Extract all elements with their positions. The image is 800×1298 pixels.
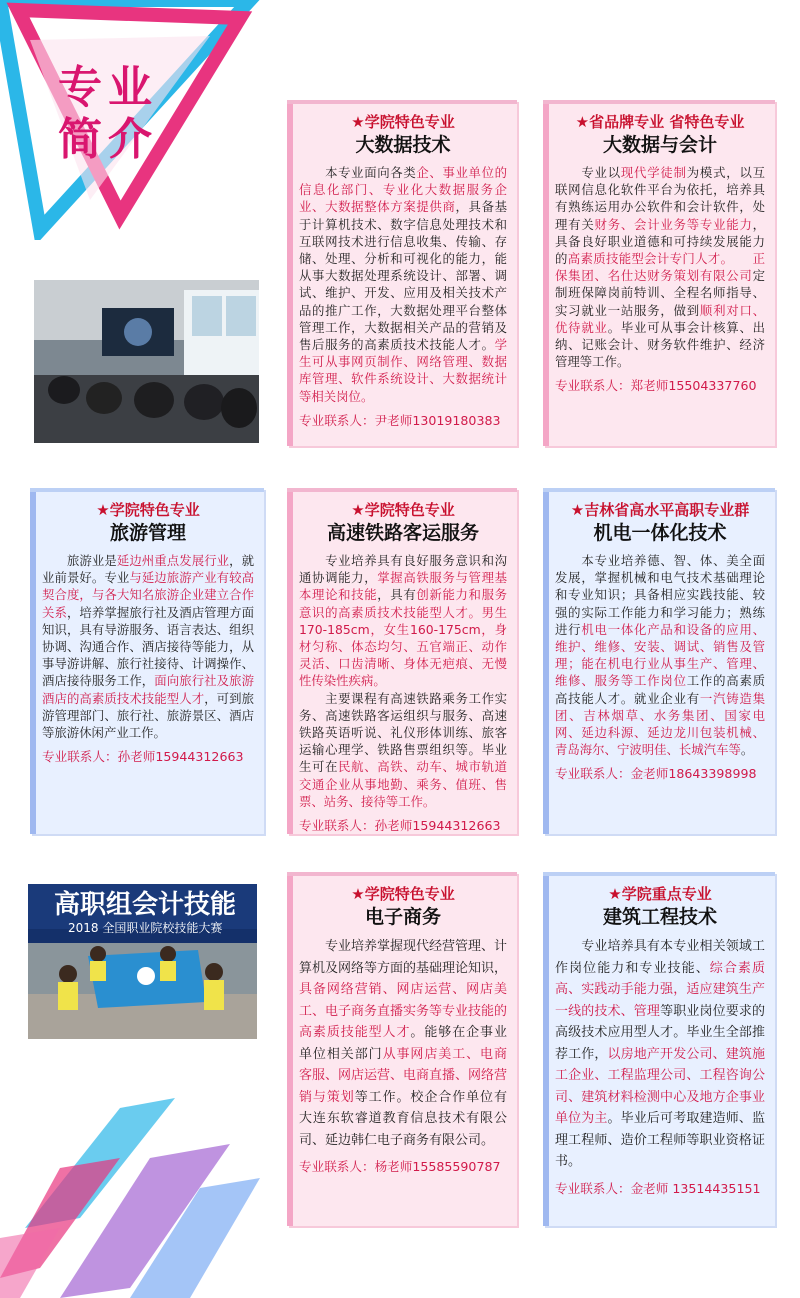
- major-card-railway: [287, 488, 517, 834]
- card-badge: ★学院特色专业: [351, 113, 455, 131]
- card-body-segment: ，具备基于计算机技术、数字信息处理技术和互联网技术进行信息收集、传输、存储、处理、分析和可视化的能力，能从事大数据处理系统设计、部署、调试、维护、开发、应用及相关技术产品的推广工作，大数据处理平台整体管理工作，大数据相关产品的营销及售后服务的高素质技术技能人才。: [299, 199, 508, 353]
- card-body-segment: 专业培养具有良好服务意识和沟通协调能力，: [299, 553, 507, 586]
- card-title: 机电一体化技术: [593, 522, 727, 544]
- card-title: 旅游管理: [109, 522, 186, 544]
- card-body-segment: 定制班保障岗前特训、全程名师指导、实习就业一站服务，做到: [555, 268, 765, 318]
- card-body-segment: 与延边旅游产业有较高契合度，与各大知名旅游企业建立合作关系: [42, 570, 255, 620]
- card-body-segment: 高素质技能型会计专门人才。: [567, 251, 728, 267]
- card-body-segment: 。: [740, 742, 754, 758]
- card-body-segment: 。毕业后可考取建造师、监理工程师、造价工程师等职业资格证书。: [555, 1111, 765, 1169]
- card-body-segment: 延边州重点发展行业: [116, 553, 230, 568]
- card-body-segment: [727, 251, 752, 266]
- card-body-segment: 创新能力和服务意识的高素质技术技能型人才。男生170-185cm，女生160-175cm，身材匀称、体态均匀、五官端正、动作灵活、口齿清晰、身体无疤痕、无慢性传染性疾病。: [299, 587, 508, 689]
- card-body-segment: 民航、高铁、动车、城市轨道交通企业从事地勤、乘务、值班、售票、站务、接待等工作。: [299, 759, 508, 809]
- card-body-segment: ，就业前景好。专业: [42, 553, 255, 586]
- card-body-segment: 主要课程有高速铁路乘务工作实务、高速铁路客运组织与服务、高速铁路英语听说、礼仪形体训练、旅客运输心理学、铁路售票组织等。毕业生可在: [299, 690, 507, 775]
- card-body-segment: 为模式，以互联网信息化软件平台为依托，培养具有熟练运用办公软件和会计软件，处理有关: [555, 165, 766, 232]
- page-title: 专业简介: [58, 62, 158, 165]
- card-badge: ★学院特色专业: [96, 501, 200, 519]
- card-body: [555, 936, 765, 1173]
- card-body-segment: ，可到旅游管理部门、旅行社、旅游景区、酒店等旅游休闲产业工作。: [42, 690, 255, 741]
- major-card-construction: [543, 872, 775, 1226]
- card-body-segment: 工作的高素质高技能人才。就业企业有: [555, 673, 766, 706]
- major-card-tourism: [30, 488, 264, 834]
- card-badge: ★学院特色专业: [351, 885, 455, 903]
- card-body-segment: 企、事业单位的信息化部门、专业化大数据服务企业、大数据整体方案提供商: [299, 165, 508, 215]
- card-body-segment: 。毕业可从事会计核算、出纳、记账会计、财务软件维护、经济管理等工作。: [555, 319, 766, 370]
- card-body-segment: 一汽铸造集团、吉林烟草、水务集团、国家电网、延边科源、延边龙川包装机械、青岛海尔、宁波明佳、长城汽车等: [555, 690, 766, 758]
- card-badge: ★吉林省高水平高职专业群: [570, 501, 750, 519]
- card-body-segment: 等职业岗位要求的高级技术应用型人才。毕业生全部推荐工作，: [555, 1003, 765, 1062]
- card-contact: 专业联系人：孙老师15944312663: [299, 818, 501, 834]
- card-title: 建筑工程技术: [602, 906, 717, 928]
- card-body: [299, 164, 507, 405]
- card-body-segment: 专业培养掌握现代经营管理、计算机及网络等方面的基础理论知识，: [299, 939, 508, 976]
- card-body-segment: ，培养掌握旅行社及酒店管理方面知识，具有导游服务、语言表达、组织协调、沟通合作、酒店接待等能力，从事导游讲解、旅行社接待、计调操作、酒店接待服务工作，: [42, 604, 255, 689]
- card-body: [299, 936, 507, 1151]
- competition-photo: [28, 884, 257, 1039]
- card-body-segment: 掌握高铁服务与管理基本理论和技能: [299, 570, 508, 603]
- card-title: 大数据与会计: [602, 134, 717, 156]
- card-body: [42, 552, 254, 741]
- card-body-segment: 现代学徒制: [620, 165, 687, 180]
- card-body-segment: ，具有: [377, 587, 417, 603]
- card-body-segment: 等工作。校企合作单位有大连东软睿道教育信息技术有限公司、延边韩仁电子商务有限公司。: [299, 1089, 507, 1148]
- card-body-segment: 综合素质高、实践动手能力强，适应建筑生产一线的技术、管理: [555, 960, 765, 1019]
- card-contact: 专业联系人：金老师18643398998: [555, 766, 757, 782]
- card-badge: ★学院重点专业: [608, 885, 712, 903]
- card-body-segment: 以房地产开发公司、建筑施工企业、工程监理公司、工程咨询公司、建筑材料检测中心及地方企事业单位为主: [555, 1046, 765, 1126]
- card-body-segment: 机电一体化产品和设备的应用、维护、维修、安装、调试、销售及管理；能在机电行业从事生产、管理、维修、服务等工作岗位: [555, 621, 766, 689]
- card-contact: 专业联系人：尹老师13019180383: [299, 412, 501, 428]
- card-title: 电子商务: [364, 906, 441, 928]
- major-card-ecommerce: [287, 872, 517, 1226]
- card-body-segment: 专业培养具有本专业相关领域工作岗位能力和专业技能、: [555, 939, 765, 976]
- card-body: [555, 164, 765, 370]
- card-body-segment: 面向旅行社及旅游酒店的高素质技术技能型人才: [42, 673, 255, 706]
- major-card-big-data: [287, 100, 517, 446]
- card-body-segment: 旅游业是: [42, 553, 117, 568]
- card-body-segment: ，具备良好职业道德和可持续发展能力的: [555, 216, 766, 267]
- card-body-segment: 财务、会计业务等专业能力: [594, 216, 753, 232]
- major-card-accounting: [543, 100, 775, 446]
- card-body-segment: 专业以: [555, 165, 621, 180]
- card-badge: ★学院特色专业: [351, 501, 455, 519]
- card-body: [299, 552, 507, 810]
- card-body-segment: 本专业培养德、智、体、美全面发展，掌握机械和电气技术基础理论和专业知识；具备相应实践技能、较强的实际工作能力和学习能力；熟练进行: [555, 553, 765, 637]
- card-body-segment: 学生可从事网页制作、网络管理、数据库管理、软件系统设计、大数据统计等相关岗位。: [299, 337, 507, 404]
- decorative-stripes-graphic: [0, 1098, 260, 1298]
- card-body-segment: 。能够在企事业单位相关部门: [299, 1025, 507, 1062]
- card-badge: ★省品牌专业 省特色专业: [575, 113, 745, 131]
- card-title: 大数据技术: [355, 134, 451, 156]
- card-contact: 专业联系人：金老师 13514435151: [555, 1180, 761, 1196]
- card-contact: 专业联系人：孙老师15944312663: [42, 749, 244, 765]
- card-body-segment: 正保集团、名仕达财务策划有限公司: [555, 251, 766, 284]
- card-contact: 专业联系人：郑老师15504337760: [555, 378, 757, 394]
- classroom-photo: [34, 280, 259, 443]
- competition-banner-text: 高职组会计技能: [54, 890, 237, 920]
- card-body-segment: 从事网店美工、电商客服、网店运营、电商直播、网络营销与策划: [299, 1046, 508, 1105]
- competition-sub-text: 2018 全国职业院校技能大赛: [68, 921, 223, 935]
- major-card-mechatronics: [543, 488, 775, 834]
- card-body: [555, 552, 765, 758]
- card-contact: 专业联系人：杨老师15585590787: [299, 1159, 501, 1174]
- card-body-segment: 具备网络营销、网店运营、网店美工、电子商务直播实务等专业技能的高素质技能型人才: [299, 982, 508, 1040]
- card-body-segment: 本专业面向各类: [299, 165, 417, 180]
- card-body-segment: 顺利对口、优待就业: [555, 302, 766, 335]
- card-title: 高速铁路客运服务: [326, 522, 479, 544]
